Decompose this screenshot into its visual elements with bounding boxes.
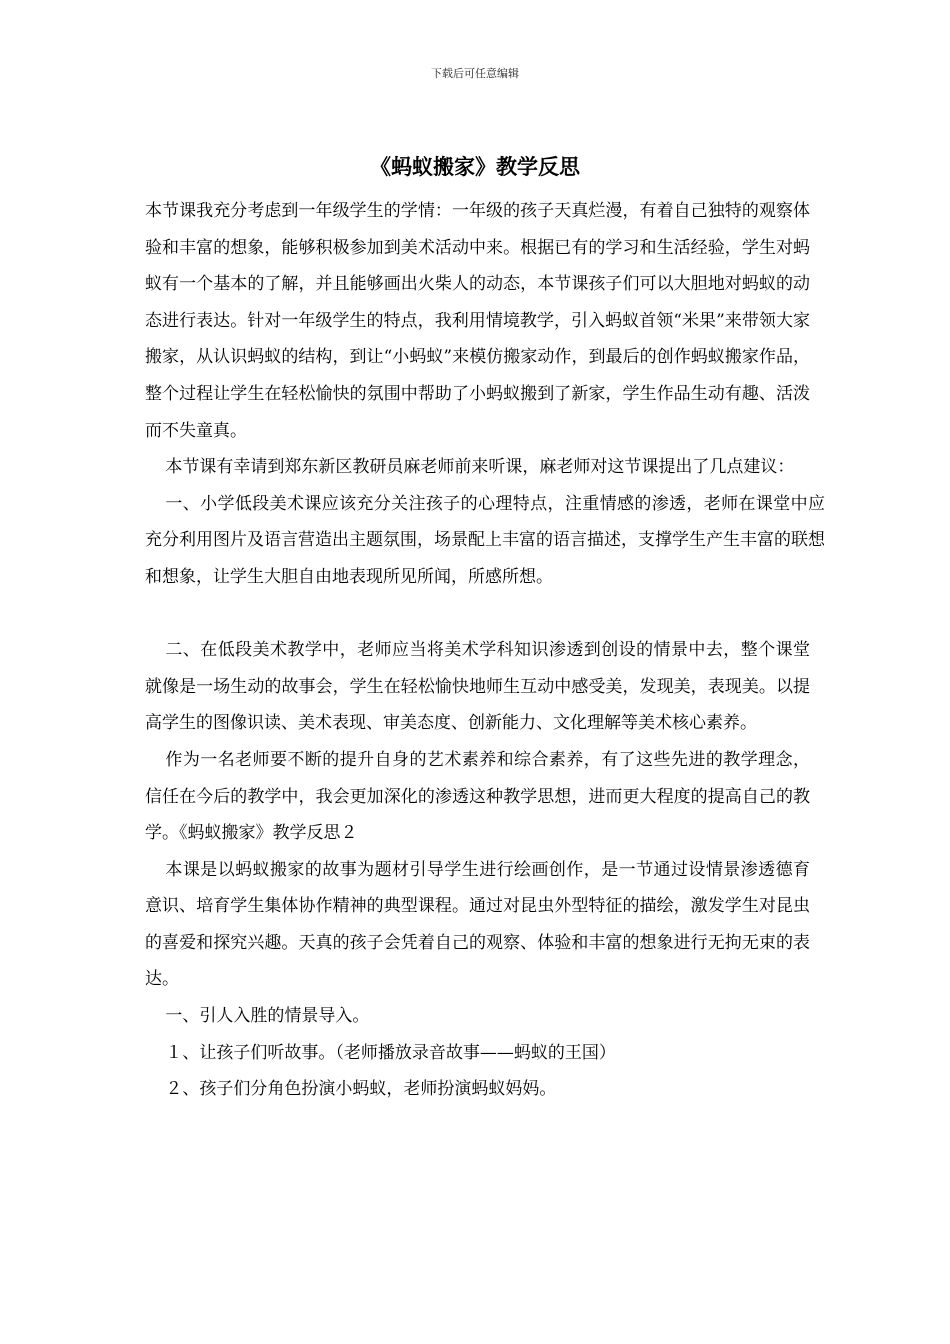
paragraph-item-1: １、让孩子们听故事。（老师播放录音故事——蚂蚁的王国） [165,1042,616,1063]
paragraph-suggestion-2: 二、在低段美术教学中，老师应当将美术学科知识渗透到创设的情景中去，整个课堂就像是一场生动的故事会，学生在轻松愉快地师生互动中感受美，发现美，表现美。以提高学生的图像识读、美术表现、审美态度、创新能力、文化理解等美术核心素养。 [145,640,810,734]
document-title: 《蚂蚁搬家》教学反思 [370,154,580,179]
paragraph-reflection-2: 本课是以蚂蚁搬家的故事为题材引导学生进行绘画创作，是一节通过设情景渗透德育意识、培育学生集体协作精神的典型课程。通过对昆虫外型特征的描绘，激发学生对昆虫的喜爱和探究兴趣。天真的孩子会凭着自己的观察、体验和丰富的想象进行无拘无束的表达。 [145,859,810,990]
document-body [145,193,825,1108]
header-note: 下载后可任意编辑 [431,67,519,80]
paragraph-intro: 本节课我充分考虑到一年级学生的学情：一年级的孩子天真烂漫，有着自己独特的观察体验和丰富的想象，能够积极参加到美术活动中来。根据已有的学习和生活经验，学生对蚂蚁有一个基本的了解，并且能够画出火柴人的动态，本节课孩子们可以大胆地对蚂蚁的动态进行表达。针对一年级学生的特点，我利用情境教学，引入蚂蚁首领“米果”来带领大家搬家，从认识蚂蚁的结构，到让“小蚂蚁”来模仿搬家动作，到最后的创作蚂蚁搬家作品，整个过程让学生在轻松愉快的氛围中帮助了小蚂蚁搬到了新家，学生作品生动有趣、活泼而不失童真。 [145,201,810,441]
paragraph-item-2: ２、孩子们分角色扮演小蚂蚁，老师扮演蚂蚁妈妈。 [165,1079,557,1100]
paragraph-section-heading: 一、引人入胜的情景导入。 [165,1006,370,1027]
paragraph-conclusion: 作为一名老师要不断的提升自身的艺术素养和综合素养，有了这些先进的教学理念，信任在今后的教学中，我会更加深化的渗透这种教学思想，进而更大程度的提高自己的教学。《蚂蚁搬家》教学反思２ [145,749,810,844]
paragraph-visit: 本节课有幸请到郑东新区教研员麻老师前来听课，麻老师对这节课提出了几点建议： [165,457,795,478]
blank-line [145,596,810,633]
paragraph-suggestion-1: 一、小学低段美术课应该充分关注孩子的心理特点，注重情感的渗透，老师在课堂中应充分利用图片及语言营造出主题氛围，场景配上丰富的语言描述，支撑学生产生丰富的联想和想象，让学生大胆自由地表现所见所闻，所感所想。 [145,493,825,587]
